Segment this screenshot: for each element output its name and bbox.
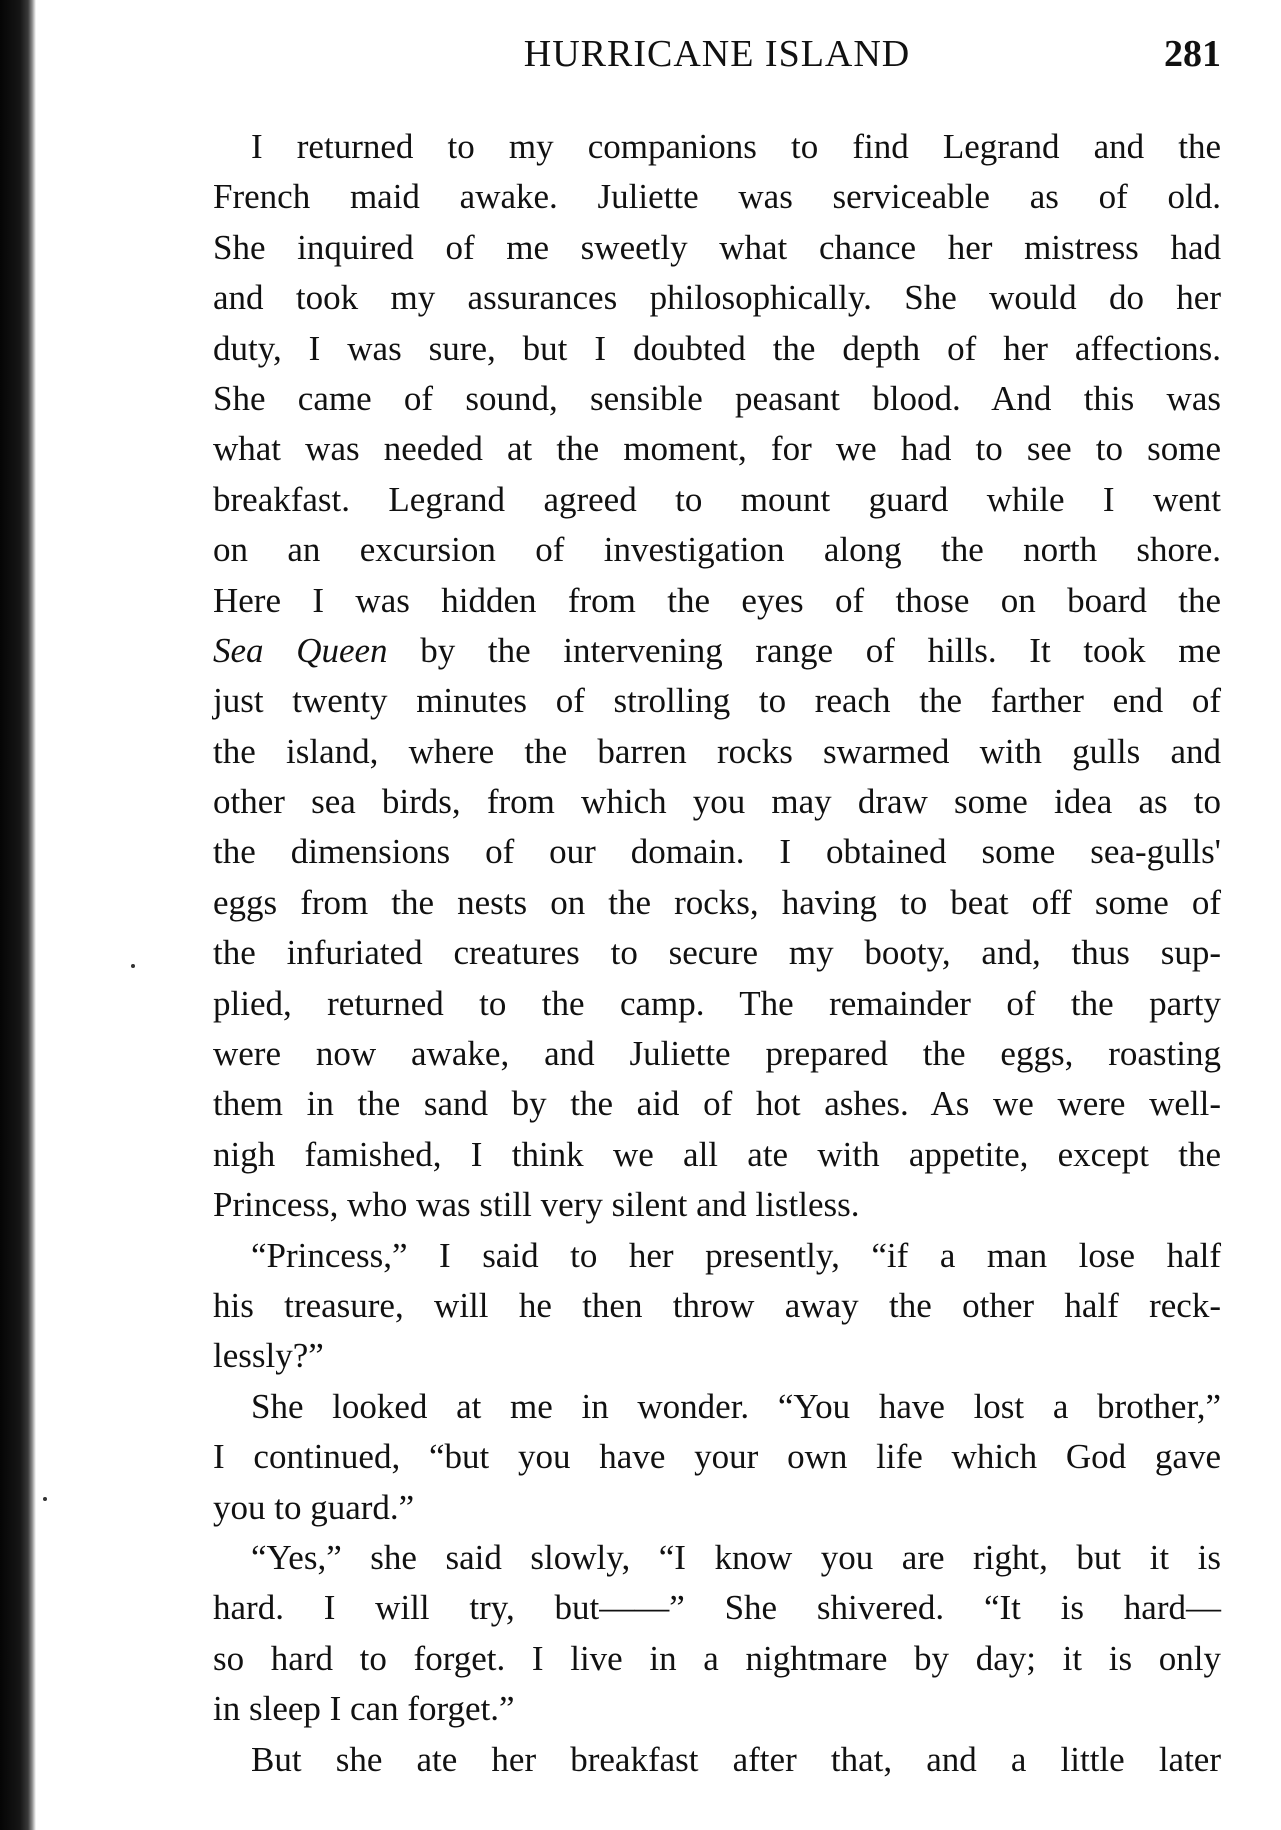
text-line: his treasure, will he then throw away the other half reck-	[213, 1285, 1221, 1325]
stray-ink-mark	[43, 1497, 47, 1501]
text-line: eggs from the nests on the rocks, having to beat off some of	[213, 882, 1221, 922]
text-line: lessly?”	[213, 1336, 324, 1376]
text-line	[213, 626, 1221, 676]
text-line: on an excursion of investigation along the north shore.	[213, 530, 1221, 570]
text-line: you to guard.”	[213, 1487, 415, 1527]
text-line: She looked at me in wonder. “You have lost a brother,”	[251, 1386, 1221, 1426]
text-line: nigh famished, I think we all ate with appetite, except the	[213, 1134, 1221, 1174]
text-line: “Princess,” I said to her presently, “if a man lose half	[251, 1235, 1221, 1275]
running-title: HURRICANE ISLAND	[523, 33, 911, 75]
page-binding-edge	[0, 0, 36, 1830]
text-line: I returned to my companions to find Legrand and the	[251, 127, 1221, 166]
text-line: so hard to forget. I live in a nightmare by day; it is only	[213, 1638, 1221, 1678]
running-head	[213, 24, 1221, 84]
text-line: and took my assurances philosophically. She would do her	[213, 278, 1221, 318]
text-line: French maid awake. Juliette was serviceable as of old.	[213, 177, 1221, 217]
text-line: She inquired of me sweetly what chance her mistress had	[213, 227, 1221, 267]
text-line: plied, returned to the camp. The remainder of the party	[213, 983, 1221, 1023]
text-line: hard. I will try, but——” She shivered. “It is hard—	[213, 1588, 1221, 1628]
text-line: I continued, “but you have your own life which God gave	[213, 1437, 1221, 1477]
text-line: were now awake, and Juliette prepared the eggs, roasting	[213, 1034, 1221, 1074]
text-line: duty, I was sure, but I doubted the depth of her affections.	[213, 328, 1221, 368]
text-line: just twenty minutes of strolling to reach the farther end of	[213, 681, 1221, 721]
text-line: the infuriated creatures to secure my booty, and, thus sup-	[213, 933, 1221, 973]
text-line: the dimensions of our domain. I obtained some sea-gulls'	[213, 832, 1221, 872]
text-line: in sleep I can forget.”	[213, 1689, 515, 1729]
text-line: “Yes,” she said slowly, “I know you are right, but it is	[251, 1537, 1221, 1577]
text-line: them in the sand by the aid of hot ashes. As we were well-	[213, 1084, 1221, 1124]
text-line: But she ate her breakfast after that, and a little later	[251, 1739, 1221, 1779]
body-text	[213, 122, 1221, 1785]
text-line: breakfast. Legrand agreed to mount guard while I went	[213, 479, 1221, 519]
line-text: by the intervening range of hills. It took me	[387, 630, 1221, 670]
text-line: other sea birds, from which you may draw some idea as to	[213, 782, 1221, 822]
text-line: Here I was hidden from the eyes of those on board the	[213, 580, 1221, 620]
text-line: what was needed at the moment, for we had to see to some	[213, 429, 1221, 469]
text-line: She came of sound, sensible peasant blood. And this was	[213, 378, 1221, 418]
page-number: 281	[1164, 33, 1221, 75]
text-line: Princess, who was still very silent and listless.	[213, 1185, 860, 1225]
text-line: the island, where the barren rocks swarmed with gulls and	[213, 731, 1221, 771]
stray-ink-mark	[131, 964, 135, 968]
ship-name: Sea Queen	[213, 630, 388, 670]
